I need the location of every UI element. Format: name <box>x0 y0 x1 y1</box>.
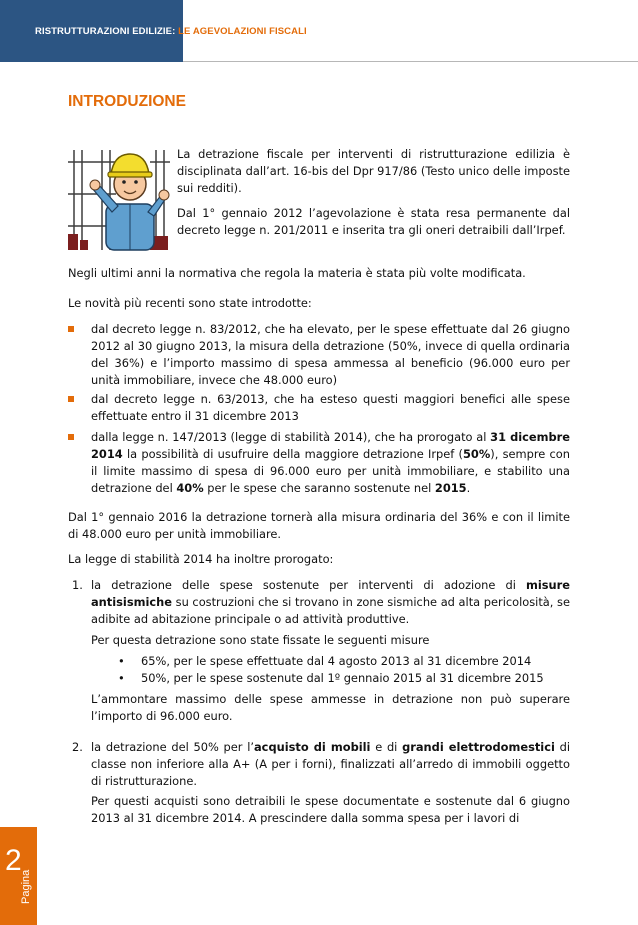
sub-paragraph: Per questa detrazione sono state fissate le seguenti misure <box>91 633 430 647</box>
bullet-dot-icon: • <box>118 654 125 668</box>
text-run: dalla legge n. 147/2013 (legge di stabilità 2014), che ha prorogato al <box>91 430 491 444</box>
highlight-term: acquisto di mobili <box>254 740 371 754</box>
text-run: su costruzioni che si trovano in zone sismiche ad alta pericolosità, se adibite ad abitazione principale o ad attività produttive. <box>91 595 570 626</box>
orange-square-bullet-icon <box>68 396 74 402</box>
text-run: la possibilità di usufruire della maggiore detrazione Irpef ( <box>122 447 463 461</box>
header-rule <box>183 61 638 62</box>
list-item <box>118 653 570 670</box>
list-item-text: dal decreto legge n. 83/2012, che ha elevato, per le spese effettuate dal 26 giugno 2012 al 30 giugno 2013, la misura della detrazione (50%, invece di quella ordinaria del 36%) e l’importo massimo di spesa ammessa al beneficio (96.000 euro per unità immobiliare, invece che 48.000 euro) <box>91 322 570 387</box>
highlight-percent: 40% <box>176 481 204 495</box>
text-run: la detrazione delle spese sostenute per interventi di adozione di <box>91 578 526 592</box>
numbered-item <box>72 577 570 628</box>
page-number: 2 <box>5 844 22 877</box>
text-run: . <box>466 481 471 495</box>
construction-worker-illustration <box>66 142 170 252</box>
numbered-item-text <box>91 577 570 628</box>
item-number: 2. <box>72 740 83 754</box>
orange-square-bullet-icon <box>68 326 74 332</box>
list-item-text <box>91 429 570 497</box>
paragraph: Dal 1° gennaio 2016 la detrazione tornerà alla misura ordinaria del 36% e con il limite di 48.000 euro per unità immobiliare. <box>68 510 570 541</box>
highlight-term: misure antisismiche <box>91 578 570 609</box>
highlight-date: 31 dicembre 2014 <box>91 430 571 461</box>
list-item <box>68 321 570 389</box>
sub-paragraph: L’ammontare massimo delle spese ammesse in detrazione non può superare l’importo di 96.000 euro. <box>91 692 570 723</box>
bullet-dot-icon: • <box>118 671 125 685</box>
numbered-item <box>72 739 570 790</box>
paragraph: Le novità più recenti sono state introdotte: <box>68 296 312 310</box>
sub-paragraph: Per questi acquisti sono detraibili le spese documentate e sostenute dal 6 giugno 2013 al 31 dicembre 2014. A prescindere dalla somma spesa per i lavori di <box>91 794 570 825</box>
header-section: RISTRUTTURAZIONI EDILIZIE: <box>35 26 176 37</box>
paragraph: Negli ultimi anni la normativa che regola la materia è stata più volte modificata. <box>68 266 526 280</box>
orange-square-bullet-icon <box>68 434 74 440</box>
list-item <box>118 670 570 687</box>
page-label: Pagina <box>20 869 32 904</box>
list-item-text: 65%, per le spese effettuate dal 4 agosto 2013 al 31 dicembre 2014 <box>141 654 532 668</box>
list-item <box>68 391 570 425</box>
list-item-text: dal decreto legge n. 63/2013, che ha esteso questi maggiori benefici alle spese effettuate entro il 31 dicembre 2013 <box>91 392 570 423</box>
highlight-year: 2015 <box>434 481 467 495</box>
intro-paragraph: Dal 1° gennaio 2012 l’agevolazione è stata resa permanente dal decreto legge n. 201/2011 e inserita tra gli oneri detraibili dall’Irpef. <box>177 206 570 237</box>
text-run: e di <box>370 740 403 754</box>
highlight-percent: 50% <box>462 447 491 461</box>
numbered-item-text <box>91 739 570 790</box>
text-run: la detrazione del 50% per l’ <box>91 740 254 754</box>
text-run: per le spese che saranno sostenute nel <box>203 481 435 495</box>
highlight-term: grandi elettrodomestici <box>402 740 555 754</box>
list-item-text: 50%, per le spese sostenute dal 1º gennaio 2015 al 31 dicembre 2015 <box>141 671 544 685</box>
intro-paragraph: La detrazione fiscale per interventi di ristrutturazione edilizia è disciplinata dall’art. 16-bis del Dpr 917/86 (Testo unico delle imposte sui redditi). <box>177 147 570 195</box>
text-run: ), sempre con il limite massimo di spesa di 96.000 euro per unità immobiliare, e stabilito una detrazione del <box>91 447 570 495</box>
item-number: 1. <box>72 578 83 592</box>
section-title: INTRODUZIONE <box>68 93 186 110</box>
running-header <box>35 26 307 37</box>
list-item <box>68 429 570 497</box>
paragraph: La legge di stabilità 2014 ha inoltre prorogato: <box>68 552 334 566</box>
text-run: di classe non inferiore alla A+ (A per i forni), finalizzati all’arredo di immobili oggetto di ristrutturazione. <box>91 740 570 788</box>
header-subtitle: LE AGEVOLAZIONI FISCALI <box>178 26 307 37</box>
